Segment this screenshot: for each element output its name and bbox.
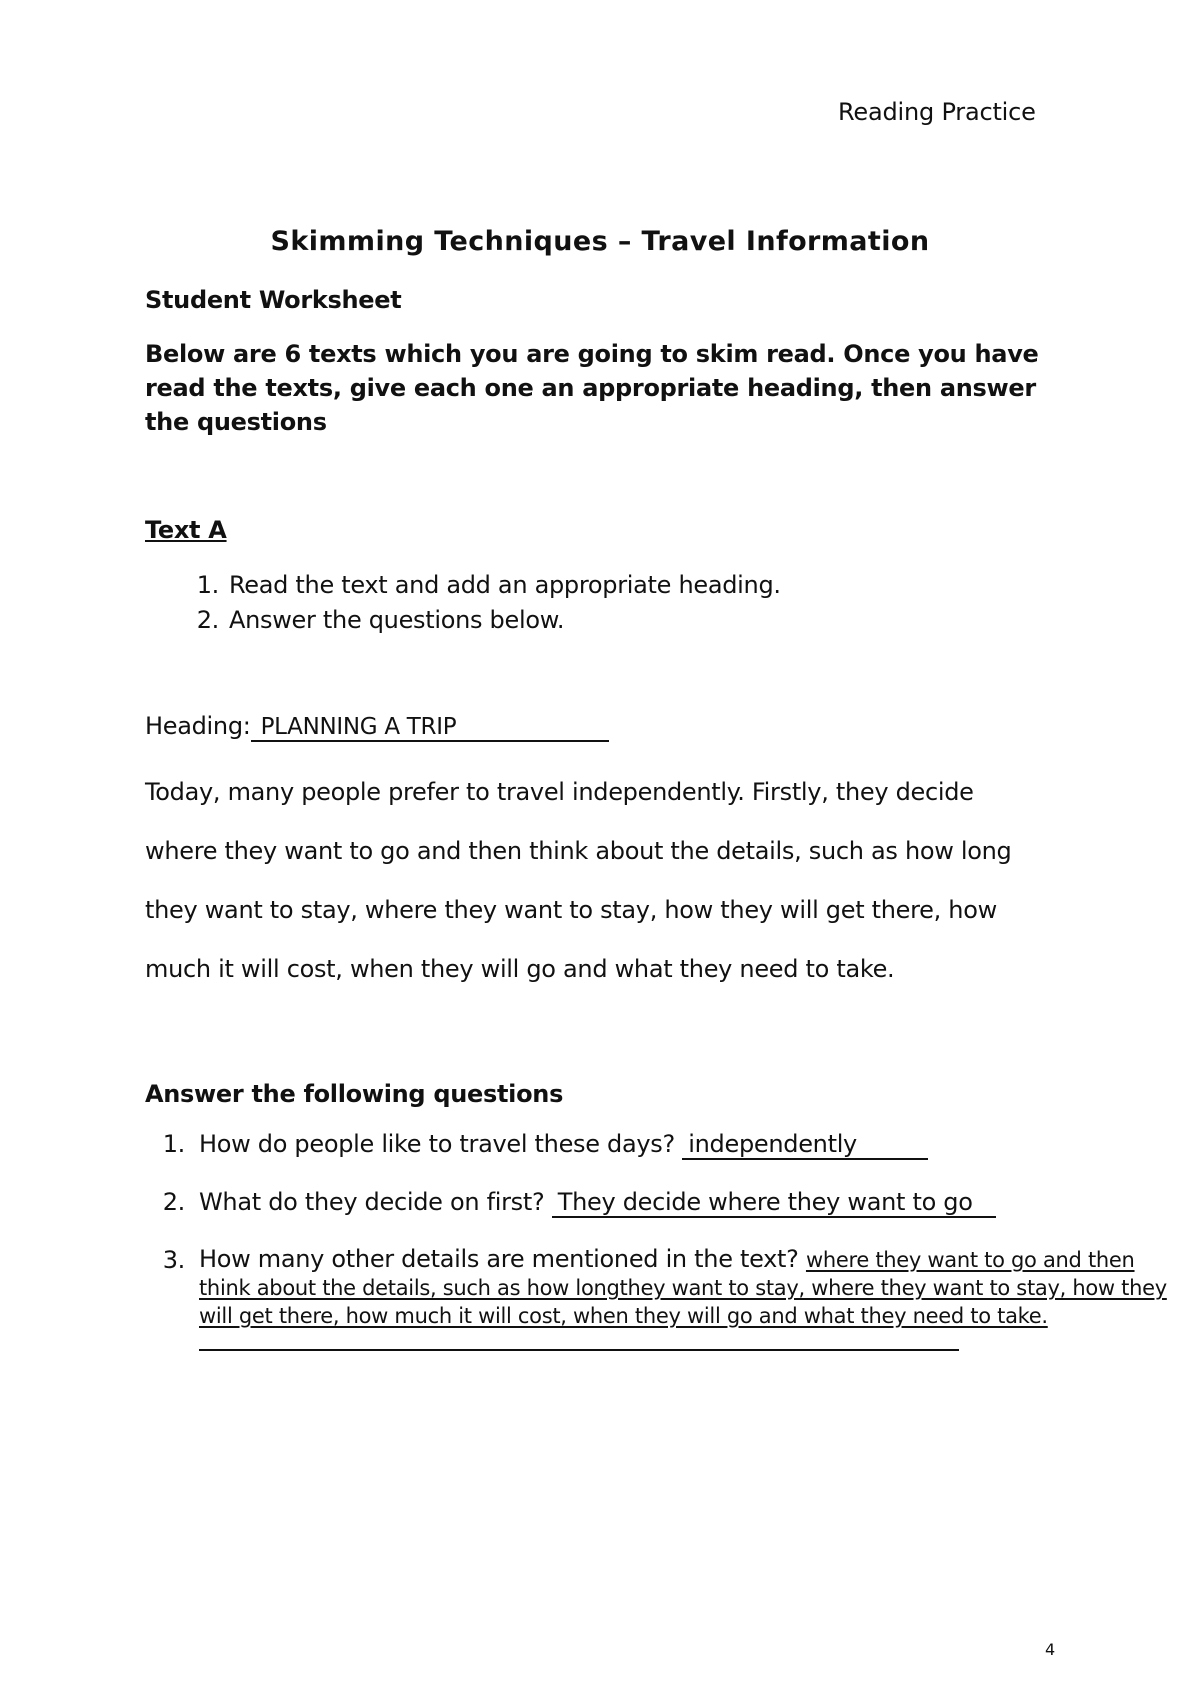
document-subtitle: Student Worksheet [145, 286, 402, 314]
page-number: 4 [1045, 1640, 1056, 1659]
question-body [185, 1188, 1189, 1218]
heading-answer-field[interactable]: PLANNING A TRIP [251, 714, 609, 742]
question-number: 2. [162, 1188, 185, 1216]
passage-line: where they want to go and then think about the details, such as how long [145, 837, 1012, 865]
question-item [145, 1188, 1189, 1218]
heading-line [145, 712, 609, 742]
passage-line: much it will cost, when they will go and what they need to take. [145, 955, 895, 983]
passage-text [145, 763, 1075, 999]
heading-label: Heading: [145, 712, 251, 740]
questions-title: Answer the following questions [145, 1080, 564, 1108]
step-number: 1. [196, 571, 219, 599]
question-number: 3. [162, 1246, 185, 1274]
step-number: 2. [196, 606, 219, 634]
question-item [145, 1130, 1189, 1160]
answer-field[interactable]: They decide where they want to go [552, 1188, 996, 1218]
passage-line: they want to stay, where they want to stay, how they will get there, how [145, 896, 997, 924]
passage-line: Today, many people prefer to travel independently. Firstly, they decide [145, 778, 974, 806]
step-item [145, 603, 781, 638]
question-body [185, 1130, 1189, 1160]
document-title: Skimming Techniques – Travel Information [270, 226, 930, 257]
question-text: How do people like to travel these days? [199, 1130, 675, 1158]
answer-field[interactable]: independently [682, 1130, 928, 1160]
steps-list [145, 568, 781, 638]
question-number: 1. [162, 1130, 185, 1158]
step-item [145, 568, 781, 603]
answer-field[interactable]: where they want to go and then think about the details, such as how longthey want to stay, where they want to stay, how they will get there, how much it will cost, when they will go and what they need to take. [199, 1248, 1167, 1328]
step-text: Read the text and add an appropriate heading. [229, 571, 781, 599]
answer-underline [199, 1347, 959, 1351]
running-header: Reading Practice [838, 98, 1036, 126]
step-text: Answer the questions below. [229, 606, 565, 634]
question-body [185, 1246, 1189, 1357]
question-item [145, 1246, 1189, 1357]
section-title: Text A [145, 516, 227, 544]
question-text: How many other details are mentioned in the text? [199, 1245, 799, 1273]
instructions-paragraph: Below are 6 texts which you are going to skim read. Once you have read the texts, give each one an appropriate heading, then answer the questions [145, 340, 1039, 436]
question-text: What do they decide on first? [199, 1188, 545, 1216]
